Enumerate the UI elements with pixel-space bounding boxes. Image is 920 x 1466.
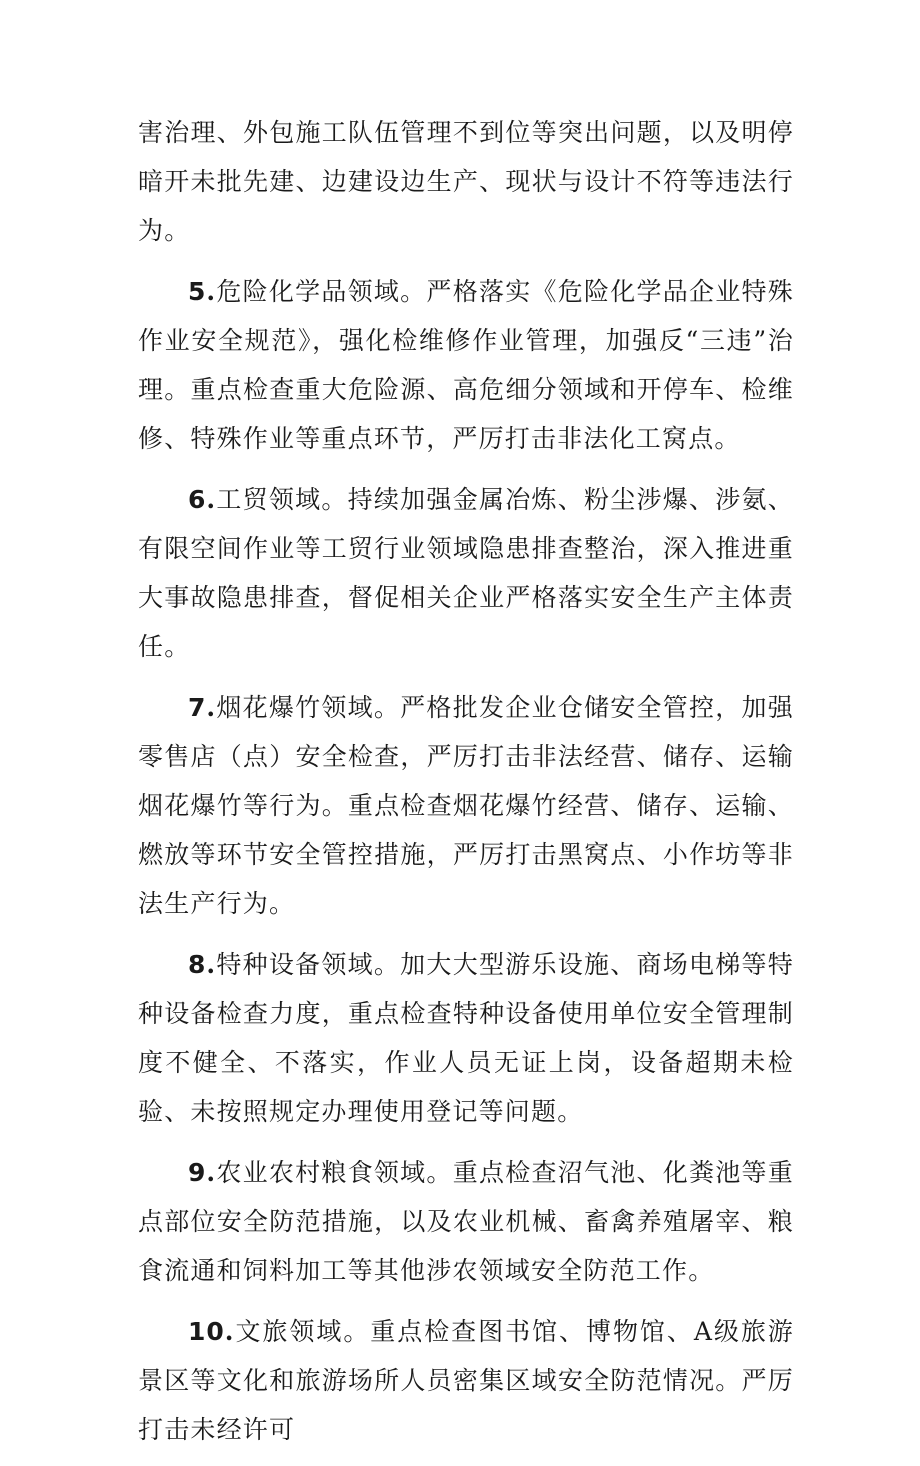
item-separator: .	[206, 950, 217, 979]
item-number: 6	[188, 485, 207, 514]
paragraph-text: 害治理、外包施工队伍管理不到位等突出问题，以及明停暗开未批先建、边建设边生产、现状与设计不符等违法行为。	[138, 118, 794, 245]
paragraph-text: 危险化学品领域。严格落实《危险化学品企业特殊作业安全规范》，强化检维修作业管理，加强反“三违”治理。重点检查重大危险源、高危细分领域和开停车、检维修、特殊作业等重点环节，严厉打击非法化工窝点。	[138, 277, 794, 453]
paragraph-item-5	[138, 267, 794, 463]
paragraph-item-9	[138, 1148, 794, 1295]
item-separator: .	[206, 277, 217, 306]
item-number: 8	[188, 950, 207, 979]
paragraph-item-7	[138, 683, 794, 928]
paragraph-item-10	[138, 1307, 794, 1454]
item-separator: .	[206, 485, 217, 514]
item-separator: .	[206, 1158, 217, 1187]
item-number: 9	[188, 1158, 207, 1187]
paragraph-item-6	[138, 475, 794, 671]
paragraph-continuation	[138, 108, 794, 255]
item-number: 5	[188, 277, 207, 306]
item-separator: .	[224, 1317, 235, 1346]
item-number: 7	[188, 693, 207, 722]
paragraph-text: 农业农村粮食领域。重点检查沼气池、化粪池等重点部位安全防范措施，以及农业机械、畜禽养殖屠宰、粮食流通和饲料加工等其他涉农领域安全防范工作。	[138, 1158, 794, 1285]
item-number: 10	[188, 1317, 225, 1346]
paragraph-text: 工贸领域。持续加强金属冶炼、粉尘涉爆、涉氨、有限空间作业等工贸行业领域隐患排查整治，深入推进重大事故隐患排查，督促相关企业严格落实安全生产主体责任。	[138, 485, 794, 661]
paragraph-text: 文旅领域。重点检查图书馆、博物馆、A级旅游景区等文化和旅游场所人员密集区域安全防范情况。严厉打击未经许可	[138, 1317, 794, 1444]
paragraph-text: 特种设备领域。加大大型游乐设施、商场电梯等特种设备检查力度，重点检查特种设备使用单位安全管理制度不健全、不落实，作业人员无证上岗，设备超期未检验、未按照规定办理使用登记等问题。	[138, 950, 794, 1126]
item-separator: .	[206, 693, 217, 722]
paragraph-text: 烟花爆竹领域。严格批发企业仓储安全管控，加强零售店（点）安全检查，严厉打击非法经营、储存、运输烟花爆竹等行为。重点检查烟花爆竹经营、储存、运输、燃放等环节安全管控措施，严厉打击黑窝点、小作坊等非法生产行为。	[138, 693, 794, 918]
paragraph-item-8	[138, 940, 794, 1136]
document-body	[138, 108, 794, 1466]
